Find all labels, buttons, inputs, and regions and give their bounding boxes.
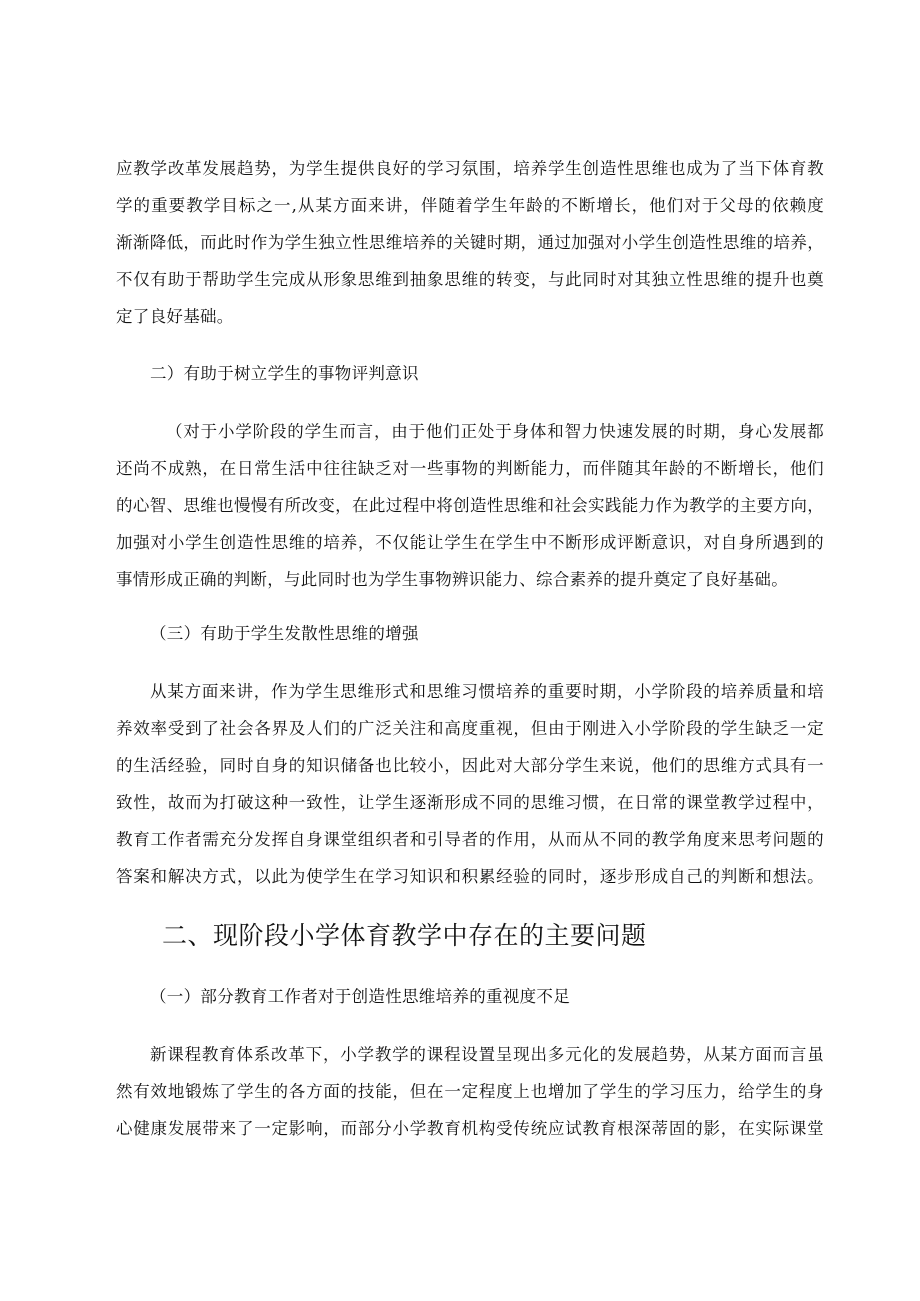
subheading-divergent-thinking: （三）有助于学生发散性思维的增强 <box>150 624 419 643</box>
text-line: 事情形成正确的判断，与此同时也为学生事物辨识能力、综合素养的提升奠定了良好基础。 <box>116 570 788 589</box>
subheading-judgment-awareness: 二）有助于树立学生的事物评判意识 <box>150 364 419 383</box>
text-line: 然有效地锻炼了学生的各方面的技能，但在一定程度上也增加了学生的学习压力，给学生的身 <box>116 1082 824 1101</box>
paragraph-divergent-thinking <box>116 673 824 895</box>
paragraph-creative-thinking-trend <box>116 150 824 335</box>
text-line: 加强对小学生创造性思维的培养，不仅能让学生在学生中不断形成评断意识，对自身所遇到的 <box>116 533 824 552</box>
text-line: 的心智、思维也慢慢有所改变，在此过程中将创造性思维和社会实践能力作为教学的主要方向， <box>116 496 824 515</box>
text-line: （对于小学阶段的学生而言，由于他们正处于身体和智力快速发展的时期，身心发展都 <box>166 422 824 441</box>
text-line: 学的重要教学目标之一,从某方面来讲，伴随着学生年龄的不断增长，他们对于父母的依赖度 <box>116 196 824 215</box>
text-line: 心健康发展带来了一定影响，而部分小学教育机构受传统应试教育根深蒂固的影，在实际课堂 <box>116 1119 824 1138</box>
text-line: 定了良好基础。 <box>116 307 234 326</box>
text-line: 养效率受到了社会各界及人们的广泛关注和高度重视，但由于刚进入小学阶段的学生缺乏一定 <box>116 719 824 738</box>
text-line: 的生活经验，同时自身的知识储备也比较小，因此对大部分学生来说，他们的思维方式具有一 <box>116 756 824 775</box>
text-line: 答案和解决方式，以此为使学生在学习知识和积累经验的同时，逐步形成自己的判断和想法。 <box>116 867 824 886</box>
text-line: 新课程教育体系改革下，小学教学的课程设置呈现出多元化的发展趋势，从某方面而言虽 <box>150 1045 824 1064</box>
paragraph-judgment-awareness <box>116 413 824 598</box>
text-line: 不仅有助于帮助学生完成从形象思维到抽象思维的转变，与此同时对其独立性思维的提升也奠 <box>116 270 824 289</box>
text-line: 致性，故而为打破这种一致性，让学生逐渐形成不同的思维习惯，在日常的课堂教学过程中， <box>116 793 824 812</box>
subheading-insufficient-attention: （一）部分教育工作者对于创造性思维培养的重视度不足 <box>150 987 570 1006</box>
section-heading: 二、现阶段小学体育教学中存在的主要问题 <box>162 921 647 950</box>
text-line: 教育工作者需充分发挥自身课堂组织者和引导者的作用，从而从不同的教学角度来思考问题的 <box>116 830 824 849</box>
text-line: 渐渐降低，而此时作为学生独立性思维培养的关键时期，通过加强对小学生创造性思维的培养， <box>116 233 824 252</box>
text-line: 从某方面来讲，作为学生思维形式和思维习惯培养的重要时期，小学阶段的培养质量和培 <box>150 682 824 701</box>
text-line: 还尚不成熟，在日常生活中往往缺乏对一些事物的判断能力，而伴随其年龄的不断增长，他们 <box>116 459 824 478</box>
paragraph-curriculum-reform <box>116 1036 824 1147</box>
text-line: 应教学改革发展趋势，为学生提供良好的学习氛围，培养学生创造性思维也成为了当下体育教 <box>116 159 824 178</box>
